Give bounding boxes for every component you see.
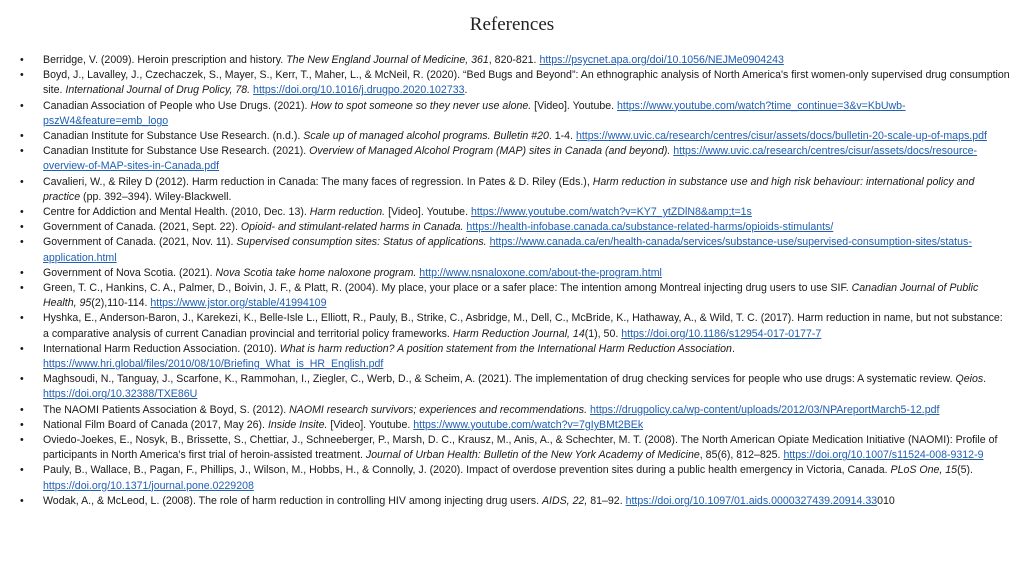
reference-item	[20, 175, 1010, 205]
reference-link[interactable]: https://www.youtube.com/watch?time_continue=3&v=KbUwb-pszW4&feature=emb_logo	[43, 99, 906, 127]
reference-link[interactable]: https://doi.org/10.1186/s12954-017-0177-7	[621, 327, 822, 340]
bullet-icon: •	[20, 434, 24, 447]
reference-link[interactable]: https://www.youtube.com/watch?v=KY7_ytZDlN8&amp;t=1s	[470, 206, 752, 219]
reference-source-title: AIDS, 22,	[541, 494, 588, 507]
reference-item	[20, 403, 1010, 418]
reference-item	[20, 205, 1010, 220]
reference-text: Canadian Institute for Substance Use Research. (n.d.).	[43, 130, 304, 143]
reference-item	[20, 342, 1010, 372]
reference-item	[20, 220, 1010, 235]
reference-link[interactable]: https://doi.org/10.1097/01.aids.0000327439.20914.33	[625, 494, 878, 507]
reference-source-title: Canadian Journal of Public Health, 95	[43, 282, 979, 310]
reference-details: . 1-4.	[548, 130, 576, 143]
bullet-icon: •	[20, 54, 24, 66]
reference-details: .	[731, 342, 735, 355]
reference-source-title: Supervised consumption sites: Status of applications.	[236, 236, 487, 249]
reference-list	[20, 53, 1010, 509]
reference-text: Oviedo-Joekes, E., Nosyk, B., Brissette, S., Chettiar, J., Schneeberger, P., Marsh, D. C., Krausz, M., Anis, A., & Schechter, M. T. (2008). The North American Opiate Medication Initiative (NAOMI): Profile of participants in North America's first trial of heroin-assisted treatment.	[43, 434, 998, 462]
reference-text: Berridge, V. (2009). Heroin prescription and history.	[43, 54, 287, 66]
bullet-icon: •	[20, 312, 24, 325]
bullet-icon: •	[20, 282, 24, 295]
reference-link[interactable]: https://www.uvic.ca/research/centres/cisur/assets/docs/bulletin-20-scale-up-of-maps.pdf	[575, 130, 987, 143]
reference-text: Pauly, B., Wallace, B., Pagan, F., Phillips, J., Wilson, M., Hobbs, H., & Connolly, J. (2020). Impact of overdose prevention sites during a public health emergency in Victoria, Canada.	[43, 464, 891, 477]
bullet-icon: •	[20, 266, 24, 279]
reference-link[interactable]: https://www.hri.global/files/2010/08/10/Briefing_What_is_HR_English.pdf	[43, 358, 384, 371]
reference-details: 81–92.	[587, 494, 626, 507]
reference-link[interactable]: https://doi.org/10.32388/TXE86U	[43, 388, 198, 401]
reference-link[interactable]: https://doi.org/10.1007/s11524-008-9312-9	[783, 449, 984, 462]
reference-item	[20, 372, 1010, 402]
reference-text: Government of Canada. (2021, Sept. 22).	[43, 221, 241, 234]
reference-link[interactable]: http://www.nsnaloxone.com/about-the-program.html	[419, 266, 662, 279]
reference-item	[20, 235, 1010, 265]
bullet-icon: •	[20, 175, 24, 188]
reference-item	[20, 129, 1010, 144]
reference-details: (1), 50.	[584, 327, 622, 340]
reference-text: Wodak, A., & McLeod, L. (2008). The role of harm reduction in controlling HIV among injecting drug users.	[43, 494, 542, 507]
reference-link[interactable]: https://health-infobase.canada.ca/substance-related-harms/opioids-stimulants/	[466, 221, 834, 234]
reference-source-title: Journal of Urban Health: Bulletin of the New York Academy of Medicine	[365, 449, 700, 462]
reference-source-title: Harm reduction in substance use and high risk behaviour: international policy and practice	[43, 175, 975, 203]
page-title: References	[469, 14, 555, 35]
reference-item	[20, 144, 1010, 174]
reference-details: (5).	[957, 464, 973, 477]
reference-item	[20, 463, 1010, 493]
reference-item	[20, 266, 1010, 281]
reference-item	[20, 418, 1010, 433]
reference-item	[20, 281, 1010, 311]
reference-source-title: How to spot someone so they never use alone.	[310, 99, 532, 112]
bullet-icon: •	[20, 418, 24, 431]
bullet-icon: •	[20, 494, 24, 507]
reference-text: Canadian Institute for Substance Use Research. (2021).	[43, 145, 310, 158]
reference-link[interactable]: https://www.jstor.org/stable/41994109	[150, 297, 327, 310]
reference-text: International Harm Reduction Association. (2010).	[43, 342, 280, 355]
reference-source-title: International Journal of Drug Policy, 78.	[65, 84, 251, 97]
reference-details: , 820-821.	[488, 54, 540, 66]
reference-link[interactable]: https://www.youtube.com/watch?v=7gIyBMt2BEk	[413, 418, 644, 431]
reference-trailing-text: .	[464, 84, 468, 97]
bullet-icon: •	[20, 342, 24, 355]
reference-item	[20, 311, 1010, 341]
reference-source-title: NAOMI research survivors; experiences and recommendations.	[289, 403, 588, 416]
bullet-icon: •	[20, 236, 24, 249]
reference-link[interactable]: https://www.uvic.ca/research/centres/cisur/assets/docs/resource-overview-of-MAP-sites-in-Canada.pdf	[43, 145, 978, 173]
bullet-icon: •	[20, 464, 24, 477]
reference-source-title: PLoS One, 15	[890, 464, 958, 477]
reference-text: Canadian Association of People who Use Drugs. (2021).	[43, 99, 311, 112]
reference-source-title: What is harm reduction? A position statement from the International Harm Reduction Association	[279, 342, 732, 355]
reference-text: The NAOMI Patients Association & Boyd, S. (2012).	[43, 403, 290, 416]
reference-item	[20, 99, 1010, 129]
bullet-icon: •	[20, 403, 24, 416]
reference-item	[20, 433, 1010, 463]
reference-source-title: The New England Journal of Medicine, 361	[286, 54, 489, 66]
reference-details: [Video]. Youtube.	[327, 418, 414, 431]
reference-details: , 85(6), 812–825.	[699, 449, 784, 462]
reference-link[interactable]: https://drugpolicy.ca/wp-content/uploads/2012/03/NPAreportMarch5-12.pdf	[590, 403, 940, 416]
reference-source-title: Opioid- and stimulant-related harms in Canada.	[240, 221, 464, 234]
reference-text: Green, T. C., Hankins, C. A., Palmer, D., Boivin, J. F., & Platt, R. (2004). My place, your place or a safer place: The intention among Montreal injecting drug users to use SIF.	[43, 282, 852, 295]
reference-source-title: Inside Insite.	[267, 418, 328, 431]
reference-details: [Video]. Youtube.	[531, 99, 618, 112]
reference-details: [Video]. Youtube.	[385, 206, 471, 219]
reference-text: National Film Board of Canada (2017, May 26).	[43, 418, 268, 431]
reference-details: (2),110-114.	[91, 297, 151, 310]
reference-link[interactable]: https://doi.org/10.1016/j.drugpo.2020.102733	[253, 84, 465, 97]
reference-source-title: Qeios	[955, 373, 984, 386]
bullet-icon: •	[20, 221, 24, 234]
bullet-icon: •	[20, 145, 24, 158]
reference-source-title: Scale up of managed alcohol programs. Bulletin #20	[303, 130, 549, 143]
bullet-icon: •	[20, 69, 24, 82]
reference-text: Government of Canada. (2021, Nov. 11).	[43, 236, 237, 249]
reference-text: Government of Nova Scotia. (2021).	[43, 266, 216, 279]
reference-text: Hyshka, E., Anderson-Baron, J., Karekezi, K., Belle-Isle L., Elliott, R., Pauly, B., Strike, C., Asbridge, M., Dell, C., McBride, K., Hathaway, A., & Wild, T. C. (2017). Harm reduction in name, but not substance: a comparative analysis of current Canadian provincial and territorial policy frameworks.	[43, 312, 1003, 340]
reference-text: Boyd, J., Lavalley, J., Czechaczek, S., Mayer, S., Kerr, T., Maher, L., & McNeil, R. (2020). “Bed Bugs and Beyond”: An ethnographic analysis of North America's first women-only supervised drug consumption site.	[43, 69, 1010, 97]
reference-item	[20, 68, 1010, 98]
reference-source-title: Overview of Managed Alcohol Program (MAP) sites in Canada (and beyond).	[309, 145, 671, 158]
reference-item	[20, 494, 1010, 509]
reference-details: .	[983, 373, 987, 386]
reference-trailing-text: 010	[877, 494, 895, 507]
reference-text: Maghsoudi, N., Tanguay, J., Scarfone, K., Rammohan, I., Ziegler, C., Werb, D., & Scheim, A. (2021). The implementation of drug checking services for people who use drugs: A systematic review.	[43, 373, 956, 386]
bullet-icon: •	[20, 206, 24, 219]
bullet-icon: •	[20, 99, 24, 112]
reference-source-title: Nova Scotia take home naloxone program.	[215, 266, 417, 279]
reference-source-title: Harm reduction.	[309, 206, 386, 219]
reference-item	[20, 53, 1010, 68]
reference-source-title: Harm Reduction Journal, 14	[452, 327, 585, 340]
reference-link[interactable]: https://doi.org/10.1371/journal.pone.0229208	[43, 479, 254, 492]
reference-link[interactable]: https://www.canada.ca/en/health-canada/services/substance-use/supervised-consumption-sites/status-application.html	[43, 236, 972, 264]
reference-text: Cavalieri, W., & Riley D (2012). Harm reduction in Canada: The many faces of regression. In Pates & D. Riley (Eds.),	[43, 175, 593, 188]
reference-link[interactable]: https://psycnet.apa.org/doi/10.1056/NEJMe0904243	[539, 54, 784, 66]
bullet-icon: •	[20, 373, 24, 386]
reference-text: Centre for Addiction and Mental Health. (2010, Dec. 13).	[43, 206, 310, 219]
bullet-icon: •	[20, 130, 24, 143]
reference-details: (pp. 392–394). Wiley-Blackwell.	[80, 190, 232, 203]
